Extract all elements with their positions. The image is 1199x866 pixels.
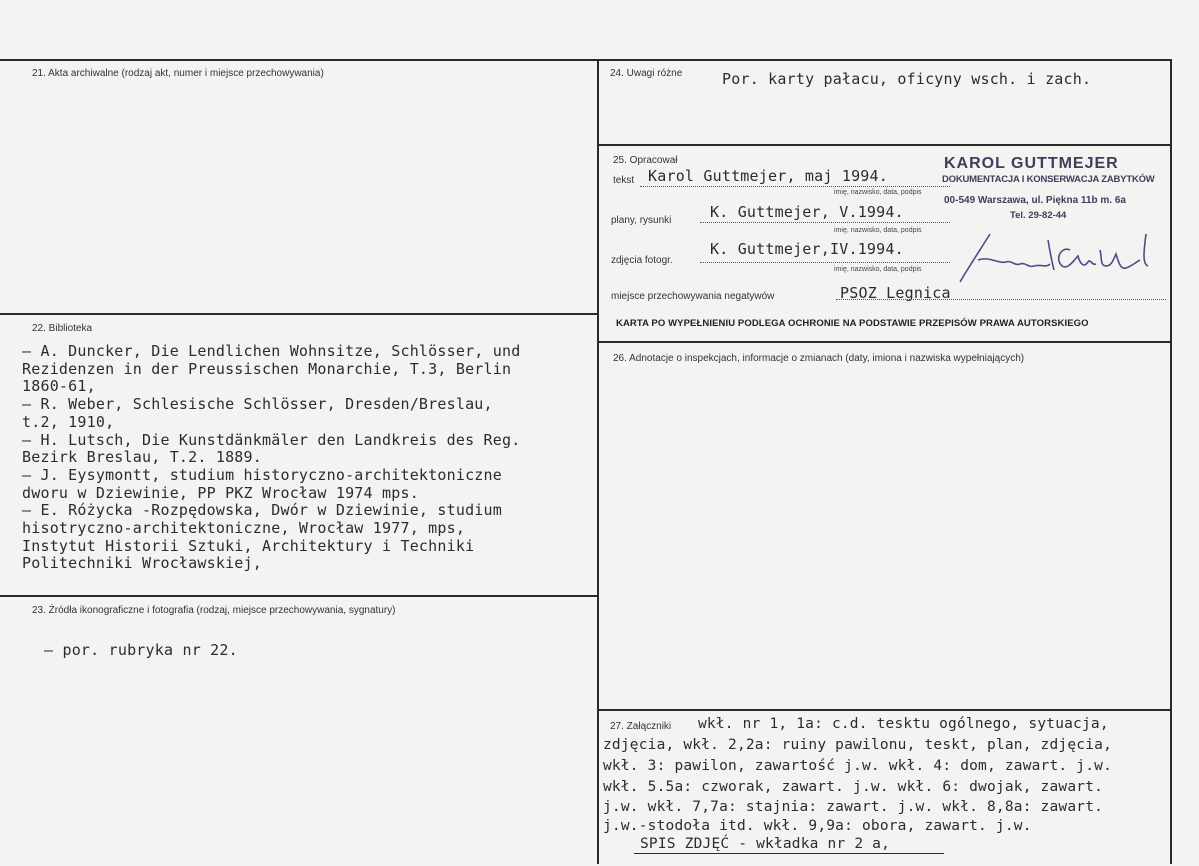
section-23-text: – por. rubryka nr 22. — [44, 641, 238, 659]
center-divider — [597, 59, 599, 864]
right-border — [1170, 59, 1172, 864]
section-27-label: 27. Załączniki — [610, 721, 672, 732]
plany-value: K. Guttmejer, V.1994. — [710, 203, 904, 221]
attachments-line-7: SPIS ZDJĘĆ - wkładka nr 2 a, — [640, 836, 891, 852]
bibliography-line: hisotryczno-architektoniczne, Wrocław 1977, mps, — [22, 519, 466, 537]
handwritten-signature — [950, 220, 1170, 290]
right-rule-24-25 — [598, 144, 1172, 146]
attachments-line-2: zdjęcia, wkł. 2,2a: ruiny pawilonu, teskt, plan, zdjęcia, — [603, 737, 1112, 753]
bibliography-line: – H. Lutsch, Die Kunstdänkmäler den Landkreis des Reg. — [22, 430, 521, 449]
section-25-label: 25. Opracował — [613, 155, 678, 166]
attachments-line-6: j.w.-stodoła itd. wkł. 9,9a: obora, zawart. j.w. — [603, 818, 1032, 834]
tekst-label: tekst — [613, 175, 635, 186]
attachments-line-1: wkł. nr 1, 1a: c.d. tesktu ogólnego, sytuacja, — [698, 716, 1109, 732]
plany-label: plany, rysunki — [611, 215, 672, 226]
zdjecia-label: zdjęcia fotogr. — [611, 255, 673, 266]
zdjecia-dotted-line — [700, 262, 950, 263]
plany-dotted-line — [700, 222, 950, 223]
tekst-caption: imię, nazwisko, data, podpis — [834, 189, 922, 196]
attachments-line-4: wkł. 5.5a: czworak, zawart. j.w. wkł. 6: dwojak, zawart. — [603, 779, 1104, 795]
bibliography-line: t.2, 1910, — [22, 412, 115, 431]
section-23-label: 23. Źródła ikonograficzne i fotografia (rodzaj, miejsce przechowywania, sygnatury) — [32, 605, 396, 616]
attachments-line-3: wkł. 3: pawilon, zawartość j.w. wkł. 4: dom, zawart. j.w. — [603, 758, 1112, 774]
stamp-line-1: DOKUMENTACJA I KONSERWACJA ZABYTKÓW — [942, 174, 1155, 185]
tekst-value: Karol Guttmejer, maj 1994. — [648, 167, 888, 185]
section-26-label: 26. Adnotacje o inspekcjach, informacje o zmianach (daty, imiona i nazwiska wypełniających) — [613, 353, 1025, 364]
section-24-label: 24. Uwagi różne — [610, 68, 683, 79]
zdjecia-value: K. Guttmejer,IV.1994. — [710, 240, 904, 258]
bibliography-line: Rezidenzen in der Preussischen Monarchie, T.3, Berlin — [22, 359, 512, 378]
left-rule-22-23 — [0, 595, 598, 597]
stamp-line-3: Tel. 29-82-44 — [1010, 210, 1067, 221]
negatywy-dotted-line — [836, 299, 1166, 300]
negatywy-label: miejsce przechowywania negatywów — [611, 291, 775, 302]
right-rule-25-26 — [598, 341, 1172, 343]
bibliography-line: – E. Różycka -Rozpędowska, Dwór w Dziewinie, studium — [22, 501, 502, 520]
bibliography-line: dworu w Dziewinie, PP PKZ Wrocław 1974 mps. — [22, 483, 419, 502]
bibliography-line: Instytut Historii Sztuki, Architektury i Techniki — [22, 536, 475, 555]
top-rule — [0, 59, 1172, 61]
plany-caption: imię, nazwisko, data, podpis — [834, 227, 922, 234]
bibliography-line: – A. Duncker, Die Lendlichen Wohnsitze, Schlösser, und — [22, 342, 521, 360]
section-21-label: 21. Akta archiwalne (rodzaj akt, numer i miejsce przechowywania) — [32, 68, 324, 79]
bibliography-line: Politechniki Wrocławskiej, — [22, 554, 262, 573]
bibliography-line: Bezirk Breslau, T.2. 1889. — [22, 448, 262, 467]
attachments-underline — [634, 853, 944, 854]
attachments-line-5: j.w. wkł. 7,7a: stajnia: zawart. j.w. wkł. 8,8a: zawart. — [603, 799, 1104, 815]
bibliography-line: – J. Eysymontt, studium historyczno-architektoniczne — [22, 465, 502, 484]
stamp-name: KAROL GUTTMEJER — [944, 155, 1119, 172]
tekst-dotted-line — [640, 186, 950, 187]
section-24-text: Por. karty pałacu, oficyny wsch. i zach. — [722, 70, 1092, 88]
section-22-label: 22. Biblioteka — [32, 323, 93, 334]
zdjecia-caption: imię, nazwisko, data, podpis — [834, 266, 922, 273]
left-rule-21-22 — [0, 313, 598, 315]
copyright-notice: KARTA PO WYPEŁNIENIU PODLEGA OCHRONIE NA PODSTAWIE PRZEPISÓW PRAWA AUTORSKIEGO — [616, 318, 1089, 329]
bibliography-line: 1860-61, — [22, 377, 96, 396]
negatywy-value: PSOZ Legnica — [840, 284, 951, 302]
stamp-line-2: 00-549 Warszawa, ul. Piękna 11b m. 6a — [944, 195, 1126, 206]
right-rule-26-27 — [598, 709, 1172, 711]
bibliography-line: – R. Weber, Schlesische Schlösser, Dresden/Breslau, — [22, 395, 493, 414]
